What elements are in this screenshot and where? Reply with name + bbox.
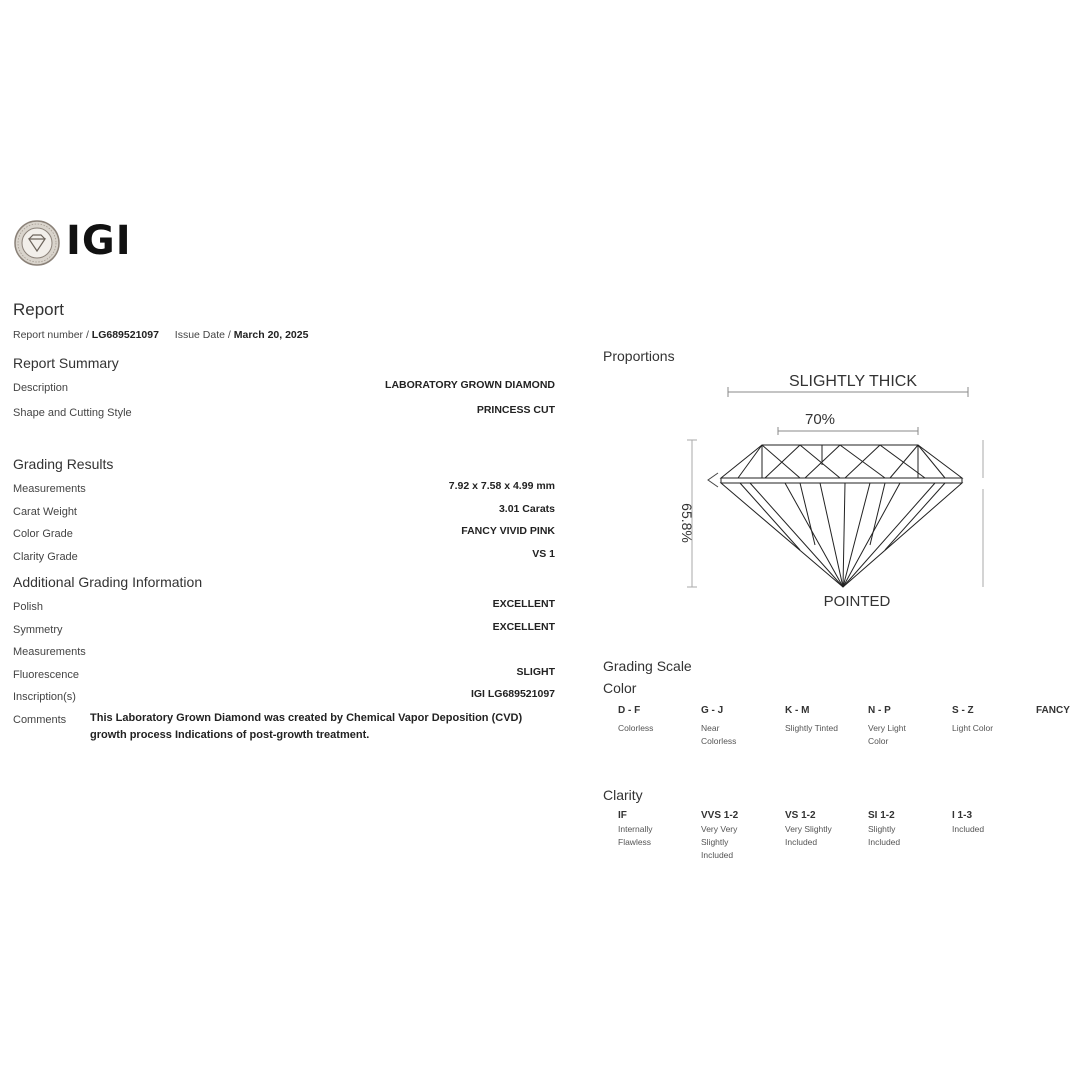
diamond-proportions-diagram xyxy=(600,365,1000,615)
inscription-value: IGI LG689521097 xyxy=(470,688,555,700)
measurements-label: Measurements xyxy=(13,483,86,495)
girdle-label: SLIGHTLY THICK xyxy=(788,373,918,390)
grading-scale-title: Grading Scale xyxy=(603,658,692,674)
report-summary-title: Report Summary xyxy=(13,355,119,371)
clarity-grade-if: IF xyxy=(618,810,627,821)
clarity-desc-vvs: Very Very Slightly Included xyxy=(701,824,738,860)
carat-weight-label: Carat Weight xyxy=(13,506,77,518)
report-number-value: LG689521097 xyxy=(91,329,159,341)
clarity-desc-si: Slightly Included xyxy=(868,824,901,847)
clarity-scale-title: Clarity xyxy=(603,787,643,803)
clarity-grade-label: Clarity Grade xyxy=(13,551,78,563)
additional-measurements-label: Measurements xyxy=(13,646,86,658)
fluorescence-label: Fluorescence xyxy=(13,669,80,681)
fluorescence-value: SLIGHT xyxy=(516,666,555,678)
comments-value: This Laboratory Grown Diamond was created by Chemical Vapor Deposition (CVD) growth process Indications of post-growth treatment. xyxy=(90,712,523,741)
additional-info-title: Additional Grading Information xyxy=(13,574,203,590)
clarity-desc-vs: Very Slightly Included xyxy=(785,824,832,847)
inscription-label: Inscription(s) xyxy=(13,691,76,703)
clarity-grade-i: I 1-3 xyxy=(952,810,973,821)
polish-value: EXCELLENT xyxy=(492,598,555,610)
proportions-title: Proportions xyxy=(603,348,675,364)
issue-date-value: March 20, 2025 xyxy=(233,329,309,341)
symmetry-label: Symmetry xyxy=(13,624,63,636)
report-number-line xyxy=(13,329,308,341)
grading-results-title: Grading Results xyxy=(13,456,114,472)
issue-date-label: Issue Date / xyxy=(174,329,231,341)
clarity-grade-value: VS 1 xyxy=(532,548,555,560)
measurements-value: 7.92 x 7.58 x 4.99 mm xyxy=(448,480,555,492)
color-grade-k-m: K - M xyxy=(785,705,810,716)
color-desc-s-z: Light Color xyxy=(952,723,994,733)
color-grade-label: Color Grade xyxy=(13,528,73,540)
depth-label: 65.8% xyxy=(679,503,695,543)
report-number-label: Report number / xyxy=(13,329,89,341)
symmetry-value: EXCELLENT xyxy=(492,621,555,633)
culet-label: POINTED xyxy=(823,593,891,610)
igi-seal-logo xyxy=(13,219,61,267)
igi-logo-text: IGI xyxy=(66,218,132,264)
clarity-grade-si: SI 1-2 xyxy=(868,810,895,821)
color-scale-title: Color xyxy=(603,680,637,696)
color-grade-value: FANCY VIVID PINK xyxy=(461,525,555,537)
color-desc-g-j: Near Colorless xyxy=(701,723,737,746)
clarity-desc-i: Included xyxy=(952,824,985,834)
description-label: Description xyxy=(13,382,69,394)
description-value: LABORATORY GROWN DIAMOND xyxy=(385,379,555,391)
color-desc-n-p: Very Light Color xyxy=(868,723,906,746)
shape-value: PRINCESS CUT xyxy=(476,404,555,416)
color-desc-d-f: Colorless xyxy=(618,723,654,733)
color-grade-fancy: FANCY xyxy=(1036,705,1070,716)
clarity-grade-vvs: VVS 1-2 xyxy=(701,810,739,821)
color-grade-s-z: S - Z xyxy=(952,705,974,716)
clarity-grade-vs: VS 1-2 xyxy=(785,810,816,821)
color-grade-d-f: D - F xyxy=(618,705,641,716)
polish-label: Polish xyxy=(13,601,43,613)
table-label: 70% xyxy=(804,411,836,428)
shape-label: Shape and Cutting Style xyxy=(13,407,132,419)
report-title: Report xyxy=(13,300,65,319)
color-desc-k-m: Slightly Tinted xyxy=(785,723,838,733)
color-grade-g-j: G - J xyxy=(701,705,724,716)
clarity-desc-if: Internally Flawless xyxy=(618,824,653,847)
comments-label: Comments xyxy=(13,714,67,726)
carat-weight-value: 3.01 Carats xyxy=(498,503,555,515)
color-grade-n-p: N - P xyxy=(868,705,891,716)
